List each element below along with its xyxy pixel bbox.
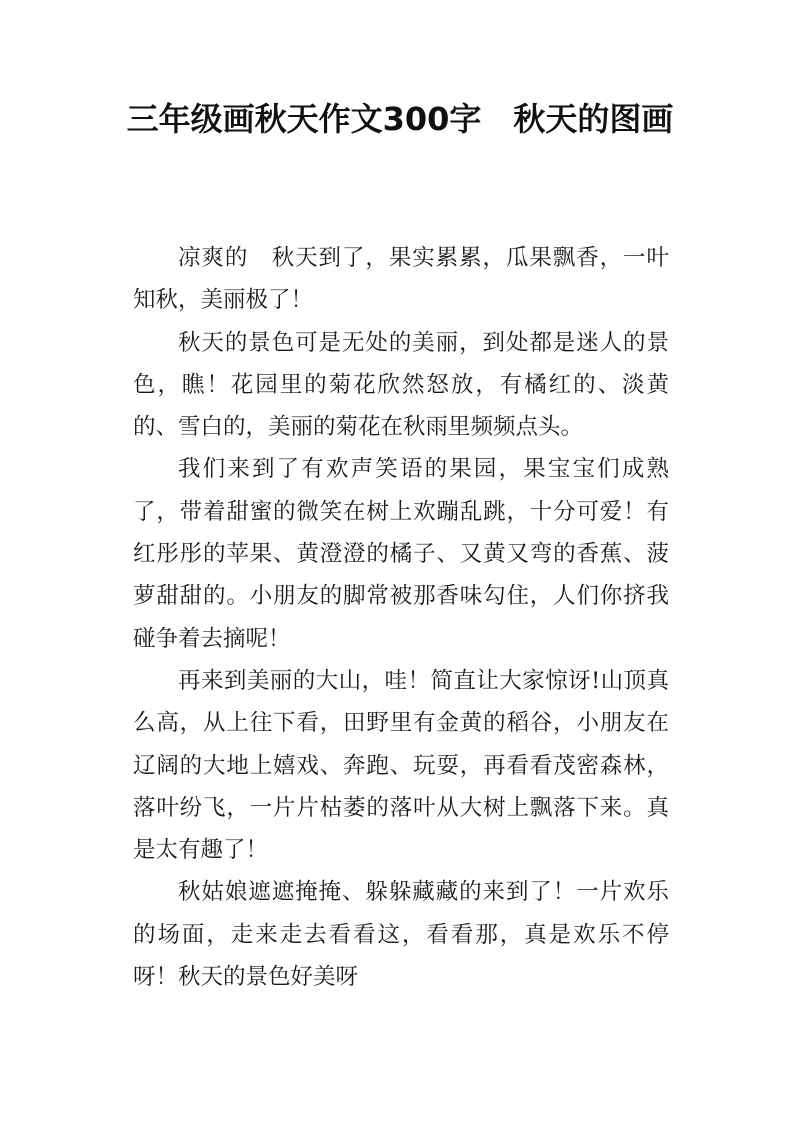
paragraph-1: 凉爽的 秋天到了，果实累累，瓜果飘香，一叶知秋，美丽极了！ bbox=[133, 245, 669, 314]
paragraph-3: 我们来到了有欢声笑语的果园，果宝宝们成熟了，带着甜蜜的微笑在树上欢蹦乱跳，十分可爱！有红彤彤的苹果、黄澄澄的橘子、又黄又弯的香蕉、菠萝甜甜的。小朋友的脚常被那香味勾住，人们你挤我碰争着去摘呢！ bbox=[133, 456, 669, 652]
paragraph-2: 秋天的景色可是无处的美丽，到处都是迷人的景色，瞧！花园里的菊花欣然怒放，有橘红的、淡黄的、雪白的，美丽的菊花在秋雨里频频点头。 bbox=[133, 329, 669, 441]
document-body bbox=[133, 237, 669, 998]
document-title: 三年级画秋天作文300字 秋天的图画 bbox=[126, 100, 674, 138]
paragraph-5: 秋姑娘遮遮掩掩、躲躲藏藏的来到了！一片欢乐的场面，走来走去看看这，看看那，真是欢乐不停呀！秋天的景色好美呀 bbox=[133, 879, 669, 991]
paragraph-4: 再来到美丽的大山，哇！简直让大家惊讶!山顶真么高，从上往下看，田野里有金黄的稻谷，小朋友在辽阔的大地上嬉戏、奔跑、玩耍，再看看茂密森林，落叶纷飞，一片片枯萎的落叶从大树上飘落下来。真是太有趣了！ bbox=[133, 667, 669, 864]
